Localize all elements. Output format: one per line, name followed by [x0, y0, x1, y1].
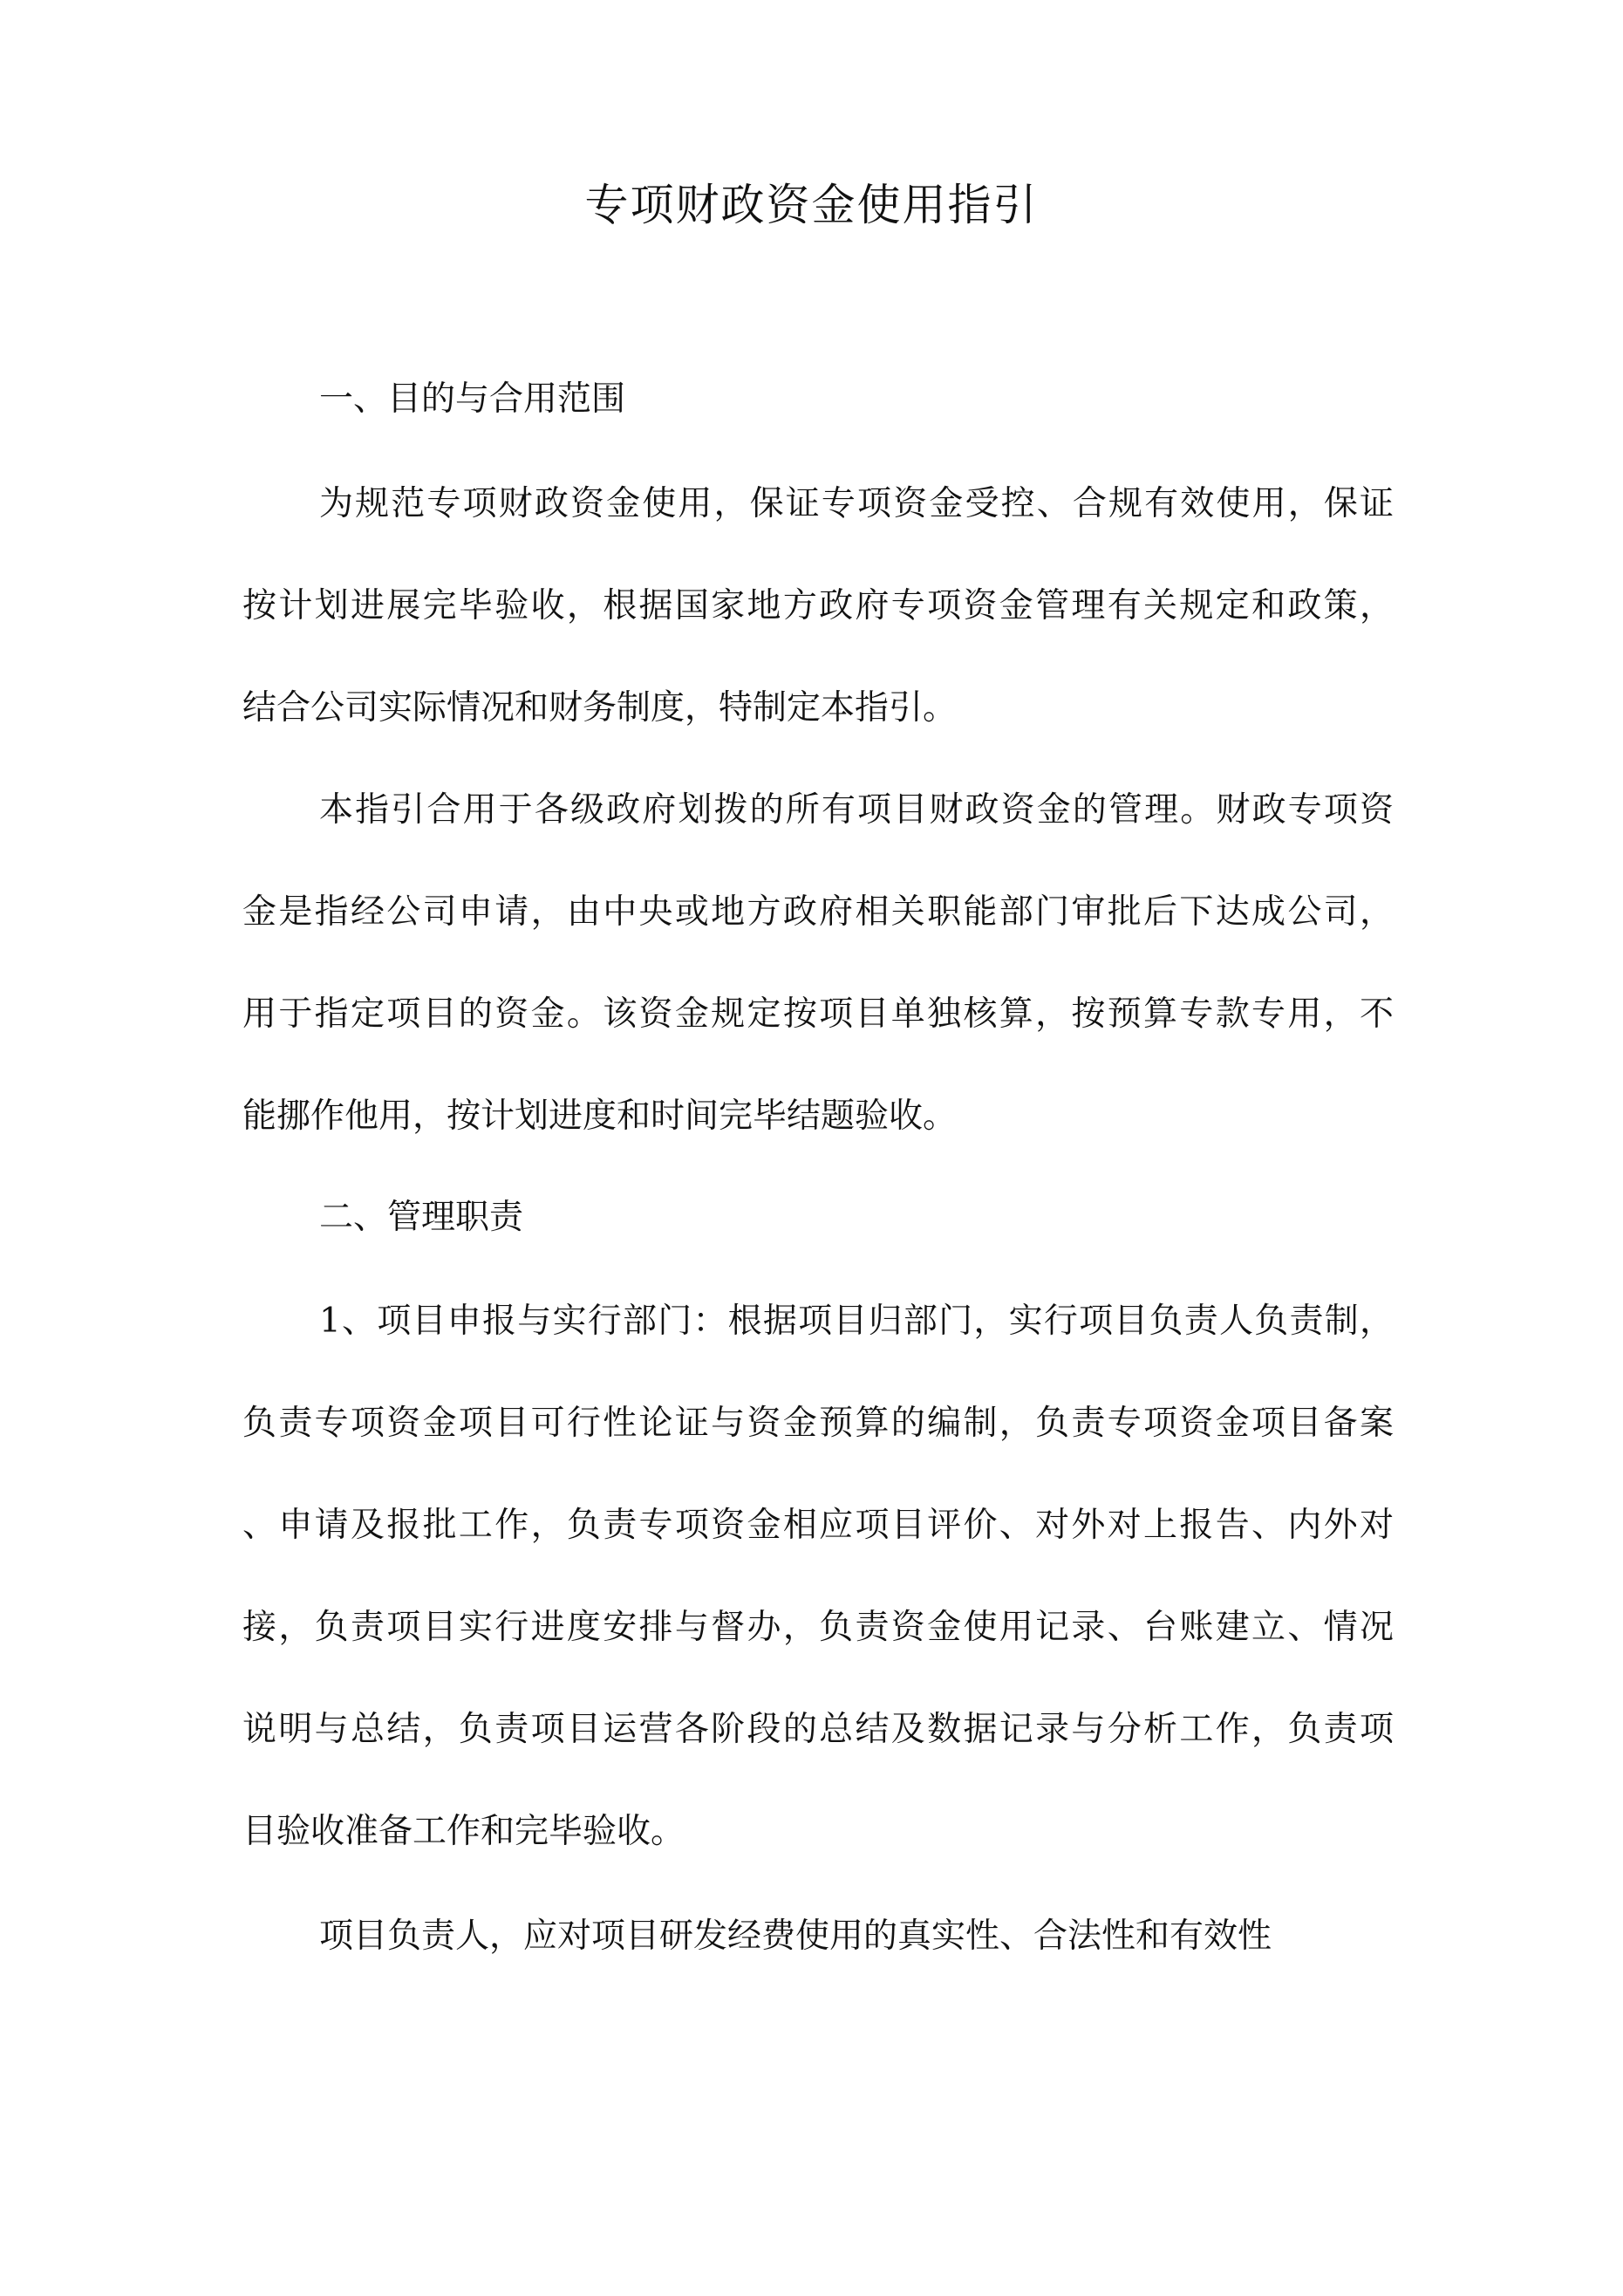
- section-heading-responsibilities: 二、管理职责: [319, 1198, 524, 1237]
- paragraph-line: 金是指经公司申请，由中央或地方政府相关职能部门审批后下达成公司，: [242, 892, 1394, 932]
- paragraph-line: 项目负责人，应对项目研发经费使用的真实性、合法性和有效性: [319, 1917, 1272, 1956]
- paragraph-line: 用于指定项目的资金。该资金规定按项目单独核算，按预算专款专用，不: [242, 994, 1394, 1034]
- paragraph-line: 负责专项资金项目可行性论证与资金预算的编制，负责专项资金项目备案: [242, 1404, 1394, 1443]
- paragraph-line: 本指引合用于各级政府划拨的所有项目财政资金的管理。财政专项资: [319, 790, 1394, 830]
- paragraph-line: 按计划进展完毕验收，根据国家地方政府专项资金管理有关规定和政策，: [242, 586, 1394, 625]
- paragraph-line: 目验收准备工作和完毕验收。: [242, 1812, 685, 1851]
- paragraph-line: 结合公司实际情况和财务制度，特制定本指引。: [242, 688, 958, 728]
- section-heading-purpose: 一、目的与合用范围: [319, 379, 626, 419]
- page-title: 专项财政资金使用指引: [584, 180, 1039, 230]
- paragraph-line: 、申请及报批工作，负责专项资金相应项目评价、对外对上报告、内外对: [242, 1506, 1394, 1545]
- paragraph-line: 1、项目申报与实行部门：根据项目归部门，实行项目负责人负责制，: [319, 1302, 1394, 1341]
- paragraph-line: 接，负责项目实行进度安排与督办，负责资金使用记录、台账建立、情况: [242, 1608, 1394, 1647]
- paragraph-line: 说明与总结，负责项目运营各阶段的总结及数据记录与分析工作，负责项: [242, 1710, 1394, 1749]
- paragraph-line: 能挪作他用，按计划进度和时间完毕结题验收。: [242, 1097, 958, 1136]
- paragraph-line: 为规范专项财政资金使用，保证专项资金受控、合规有效使用，保证: [319, 484, 1394, 523]
